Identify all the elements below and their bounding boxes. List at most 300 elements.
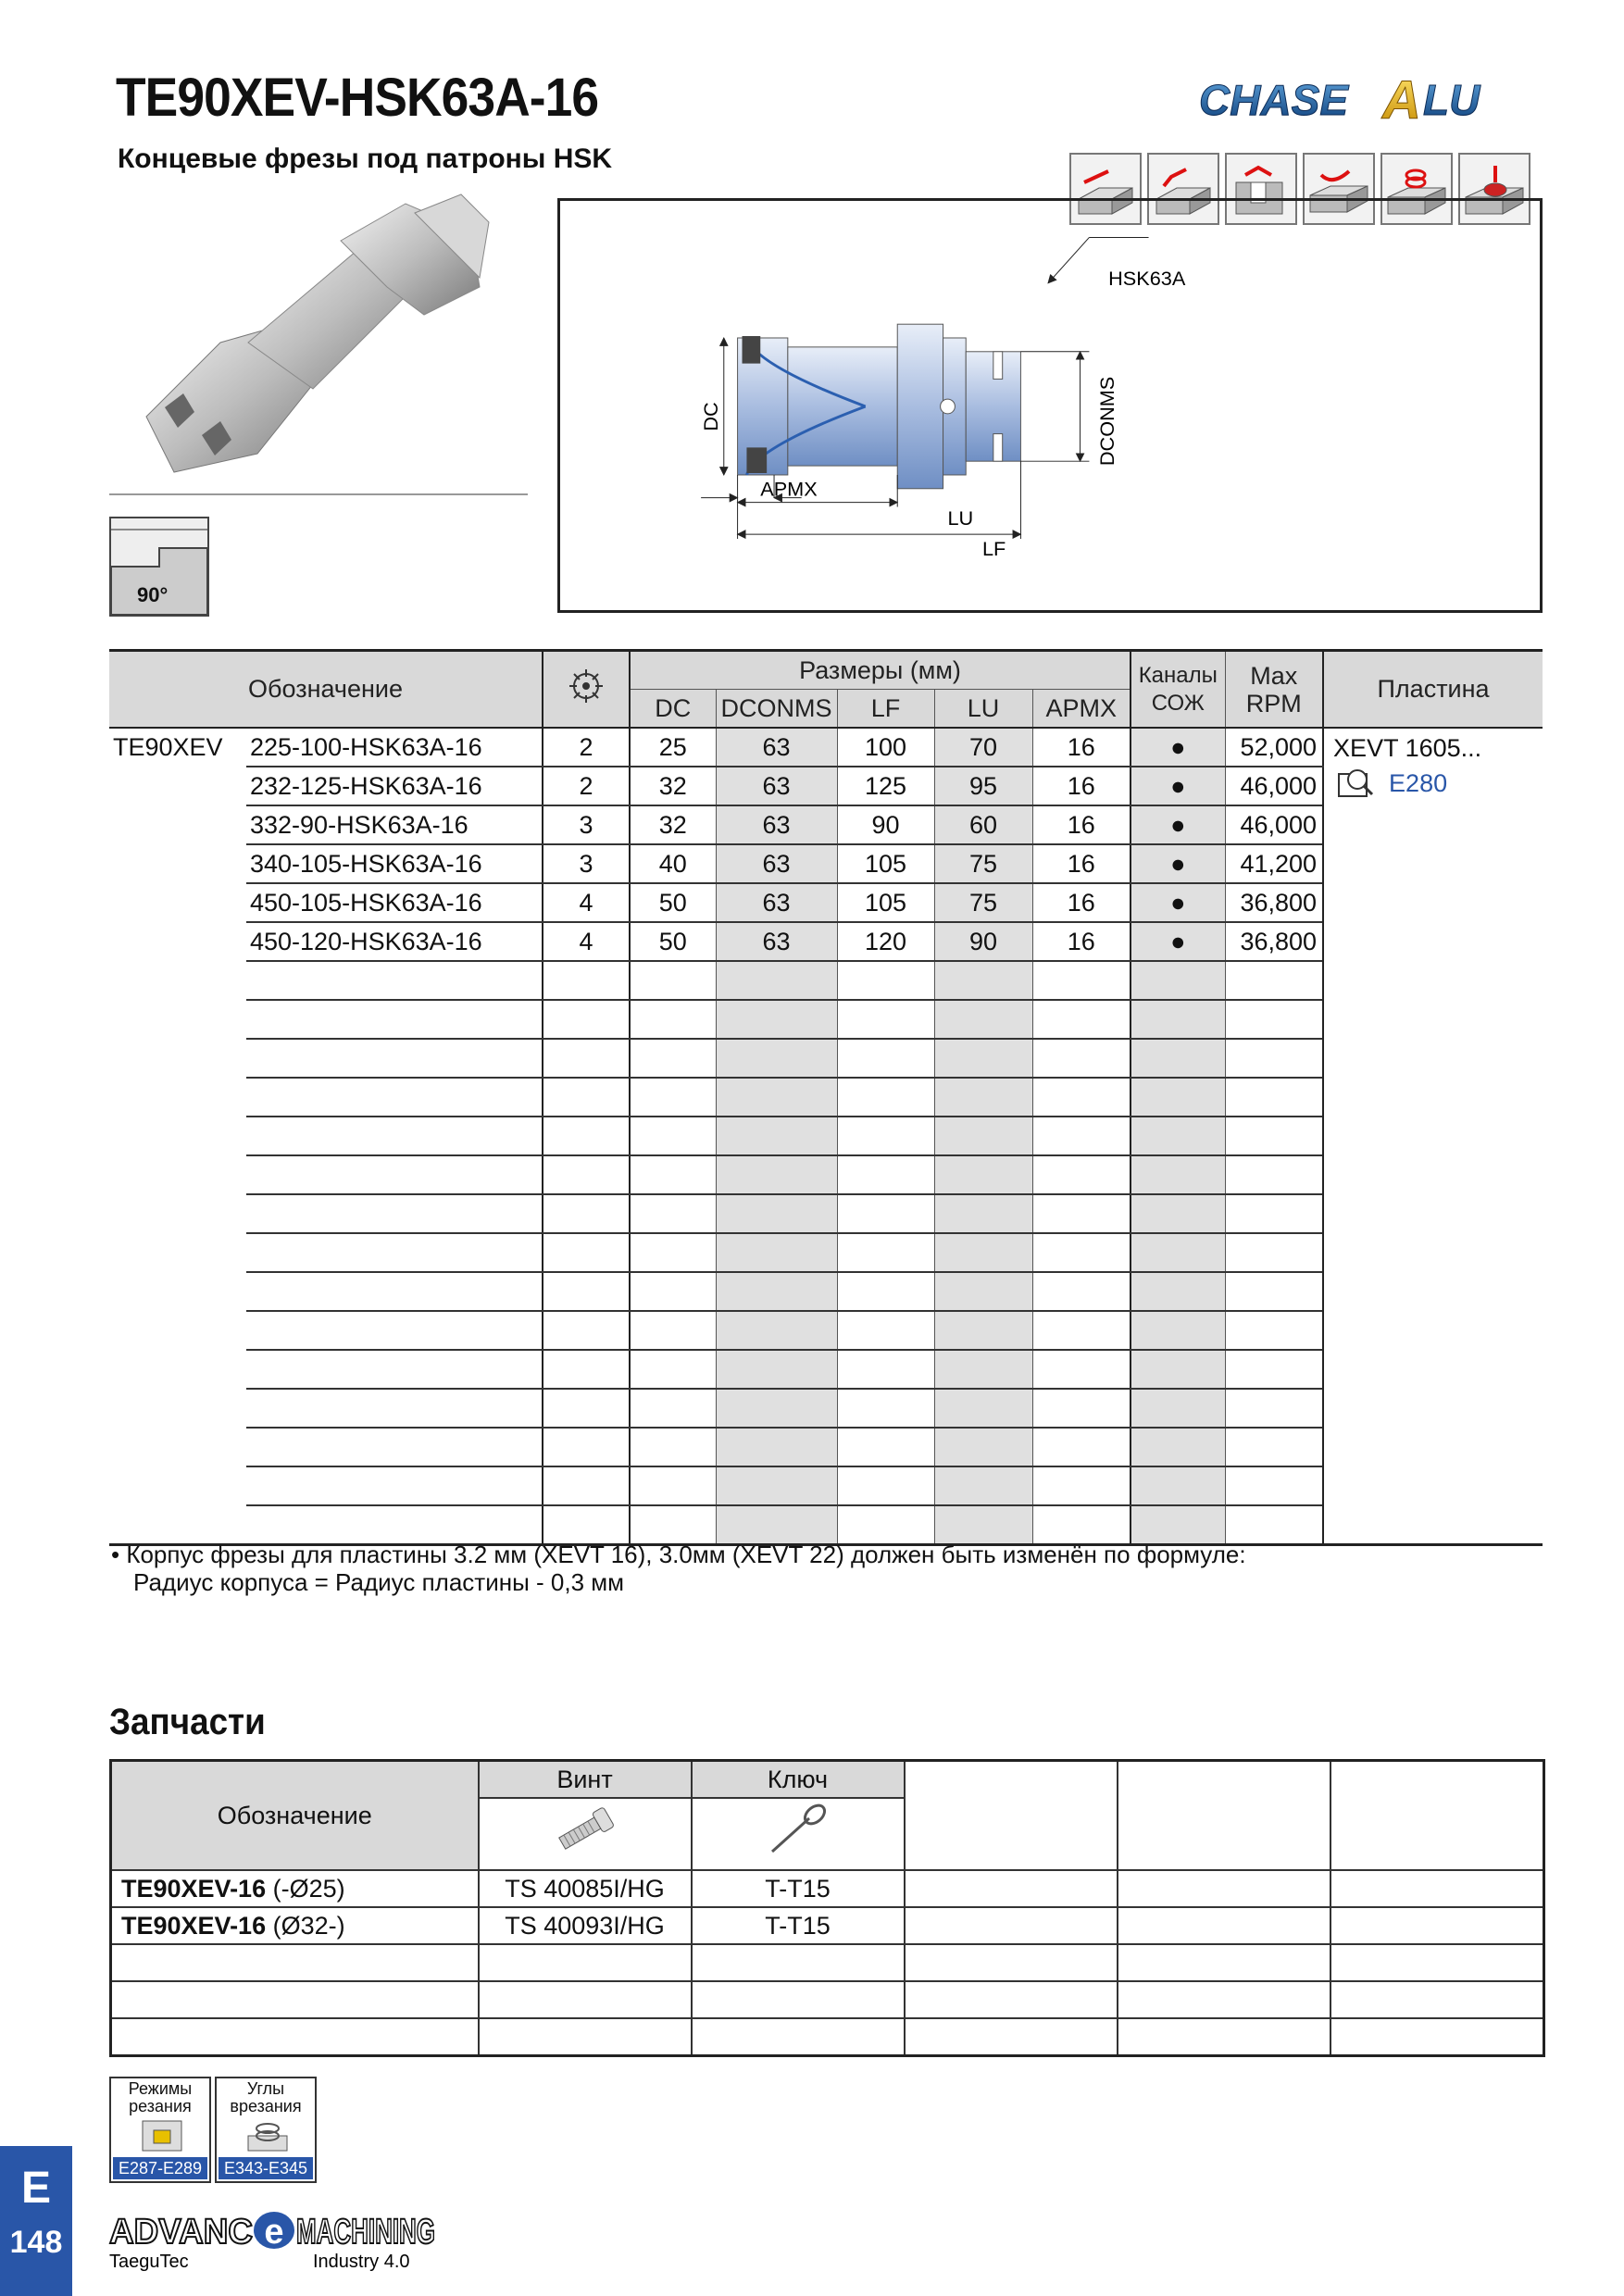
label-apmx: APMX — [760, 477, 818, 501]
series-prefix — [109, 1078, 246, 1117]
cell-dconms — [716, 1505, 837, 1545]
product-code — [246, 961, 543, 1000]
series-prefix — [109, 805, 246, 844]
cell-dconms — [716, 1078, 837, 1117]
cell-dconms — [716, 1311, 837, 1350]
brand-logo — [1190, 70, 1560, 131]
cell-coolant — [1131, 1311, 1225, 1350]
cell-lu: 90 — [934, 922, 1032, 961]
cell-apmx — [1032, 1311, 1131, 1350]
cell-lu — [934, 1428, 1032, 1466]
cell-apmx — [1032, 961, 1131, 1000]
product-code — [246, 1389, 543, 1428]
cell-rpm — [1225, 1311, 1323, 1350]
cell-dconms: 63 — [716, 922, 837, 961]
cell-dconms — [716, 1272, 837, 1311]
cell-z: 4 — [543, 922, 630, 961]
cell-lu — [934, 1311, 1032, 1350]
spares-cell-x1 — [905, 1981, 1118, 2018]
spares-designation — [111, 2018, 479, 2056]
cell-dc: 40 — [630, 844, 716, 883]
header-dc: DC — [630, 690, 716, 729]
insert-ref-page[interactable]: E280 — [1389, 768, 1448, 797]
cell-dc — [630, 1078, 716, 1117]
cell-rpm — [1225, 961, 1323, 1000]
product-code — [246, 1233, 543, 1272]
cell-apmx: 16 — [1032, 767, 1131, 805]
series-prefix — [109, 1389, 246, 1428]
header-dimensions: Размеры (мм) — [630, 651, 1131, 690]
spares-designation: TE90XEV-16 (Ø32-) — [111, 1907, 479, 1944]
cell-rpm — [1225, 1389, 1323, 1428]
header-lf: LF — [837, 690, 934, 729]
cell-z — [543, 1389, 630, 1428]
cell-lf: 90 — [837, 805, 934, 844]
cell-lu — [934, 1000, 1032, 1039]
cell-lf — [837, 1000, 934, 1039]
section-tab — [0, 2146, 72, 2296]
cell-lf — [837, 1466, 934, 1505]
cell-apmx — [1032, 1350, 1131, 1389]
cell-z — [543, 961, 630, 1000]
cell-apmx — [1032, 1389, 1131, 1428]
cell-lu — [934, 1233, 1032, 1272]
cell-coolant — [1131, 1389, 1225, 1428]
cell-coolant: ● — [1131, 805, 1225, 844]
cell-dc — [630, 1155, 716, 1194]
cell-lf — [837, 1078, 934, 1117]
cell-apmx — [1032, 1272, 1131, 1311]
page-title: TE90XEV-HSK63A-16 — [116, 68, 599, 128]
cell-dconms: 63 — [716, 844, 837, 883]
series-prefix — [109, 1272, 246, 1311]
spares-cell-screw — [479, 1944, 692, 1981]
header-lu: LU — [934, 690, 1032, 729]
product-code: 232-125-HSK63A-16 — [246, 767, 543, 805]
cell-apmx — [1032, 1117, 1131, 1155]
cell-dc — [630, 1311, 716, 1350]
series-prefix — [109, 1194, 246, 1233]
cell-dconms — [716, 1155, 837, 1194]
cell-dconms — [716, 1428, 837, 1466]
cell-rpm: 41,200 — [1225, 844, 1323, 883]
cell-coolant: ● — [1131, 844, 1225, 883]
cell-coolant — [1131, 961, 1225, 1000]
cell-apmx — [1032, 1000, 1131, 1039]
photo-divider — [109, 493, 528, 495]
product-code — [246, 1000, 543, 1039]
cell-apmx — [1032, 1155, 1131, 1194]
spares-title: Запчасти — [109, 1702, 266, 1742]
spares-cell-x1 — [905, 1907, 1118, 1944]
cell-dc — [630, 1272, 716, 1311]
cell-apmx — [1032, 1505, 1131, 1545]
cell-lf — [837, 1311, 934, 1350]
spares-row — [111, 1870, 1544, 1907]
cell-z — [543, 1466, 630, 1505]
cell-lf: 120 — [837, 922, 934, 961]
cell-coolant — [1131, 1078, 1225, 1117]
spares-cell-x3 — [1330, 1870, 1544, 1907]
product-table — [109, 649, 1543, 1546]
cell-lu — [934, 1194, 1032, 1233]
cell-rpm: 36,800 — [1225, 883, 1323, 922]
cell-lu: 95 — [934, 767, 1032, 805]
cell-dconms: 63 — [716, 805, 837, 844]
insert-ref-link[interactable] — [1324, 763, 1543, 800]
cell-rpm — [1225, 1000, 1323, 1039]
cell-apmx — [1032, 1233, 1131, 1272]
cell-rpm — [1225, 1155, 1323, 1194]
cell-z — [543, 1117, 630, 1155]
cell-lf — [837, 1155, 934, 1194]
series-prefix — [109, 1505, 246, 1545]
cell-lf — [837, 1389, 934, 1428]
product-code: 340-105-HSK63A-16 — [246, 844, 543, 883]
note-line-1: • Корпус фрезы для пластины 3.2 мм (XEVT 16), 3.0мм (XEVT 22) должен быть изменён по формуле: — [111, 1541, 1246, 1568]
cell-z — [543, 1311, 630, 1350]
insert-cell — [1323, 728, 1543, 1545]
svg-text:CHASE: CHASE — [1199, 76, 1349, 124]
cell-lu — [934, 1117, 1032, 1155]
cell-dconms — [716, 1039, 837, 1078]
product-code — [246, 1078, 543, 1117]
cell-apmx: 16 — [1032, 844, 1131, 883]
cell-rpm: 46,000 — [1225, 767, 1323, 805]
series-prefix — [109, 1117, 246, 1155]
cell-apmx — [1032, 1428, 1131, 1466]
series-prefix — [109, 922, 246, 961]
cell-z — [543, 1272, 630, 1311]
cell-z: 2 — [543, 767, 630, 805]
svg-text:TaeguTec: TaeguTec — [109, 2252, 189, 2272]
cell-lu — [934, 1389, 1032, 1428]
cell-z — [543, 1350, 630, 1389]
spares-row — [111, 1981, 1544, 2018]
cell-lf — [837, 1350, 934, 1389]
cell-dc — [630, 1233, 716, 1272]
cell-lf — [837, 1505, 934, 1545]
series-prefix — [109, 961, 246, 1000]
cell-lf — [837, 1428, 934, 1466]
cell-rpm — [1225, 1233, 1323, 1272]
page-subtitle: Концевые фрезы под патроны HSK — [118, 144, 613, 174]
spares-cell-x2 — [1118, 1981, 1330, 2018]
product-code — [246, 1117, 543, 1155]
spares-cell-key — [692, 1944, 905, 1981]
spares-table — [109, 1759, 1545, 2057]
cell-lu — [934, 1155, 1032, 1194]
cell-dc: 32 — [630, 767, 716, 805]
ref-card-ramping-angles[interactable]: Углы врезания E343-E345 — [215, 2077, 317, 2183]
cell-z — [543, 1233, 630, 1272]
cell-lf: 105 — [837, 844, 934, 883]
cell-lu: 70 — [934, 728, 1032, 767]
ref-card-cutting-data[interactable]: Режимы резания E287-E289 — [109, 2077, 211, 2183]
cell-coolant — [1131, 1000, 1225, 1039]
cell-lf — [837, 1039, 934, 1078]
cell-coolant — [1131, 1039, 1225, 1078]
page-number: 148 — [9, 2225, 63, 2260]
cell-coolant: ● — [1131, 767, 1225, 805]
series-prefix: TE90XEV — [113, 733, 223, 761]
cell-rpm — [1225, 1428, 1323, 1466]
product-photo — [109, 185, 517, 491]
cell-rpm: 46,000 — [1225, 805, 1323, 844]
spares-row — [111, 1944, 1544, 1981]
cell-coolant — [1131, 1428, 1225, 1466]
cell-lu — [934, 1039, 1032, 1078]
series-prefix — [109, 1466, 246, 1505]
product-code — [246, 1039, 543, 1078]
cell-apmx: 16 — [1032, 883, 1131, 922]
cell-dconms — [716, 1389, 837, 1428]
svg-text:LU: LU — [1423, 76, 1480, 124]
cell-dc — [630, 1389, 716, 1428]
svg-text:e: e — [264, 2213, 284, 2252]
cell-apmx — [1032, 1039, 1131, 1078]
product-code: 450-105-HSK63A-16 — [246, 883, 543, 922]
cell-coolant — [1131, 1233, 1225, 1272]
cell-coolant — [1131, 1272, 1225, 1311]
cell-lu — [934, 961, 1032, 1000]
spares-cell-x2 — [1118, 1907, 1330, 1944]
cell-z — [543, 1039, 630, 1078]
series-prefix — [109, 1155, 246, 1194]
series-prefix — [109, 767, 246, 805]
cell-lu — [934, 1272, 1032, 1311]
cell-z: 3 — [543, 805, 630, 844]
spares-cell-x3 — [1330, 1981, 1544, 2018]
spares-cell-key: T-T15 — [692, 1870, 905, 1907]
header-designation: Обозначение — [109, 651, 543, 729]
product-code — [246, 1272, 543, 1311]
spares-designation: TE90XEV-16 (-Ø25) — [111, 1870, 479, 1907]
cell-dc: 50 — [630, 922, 716, 961]
header-dconms: DCONMS — [716, 690, 837, 729]
product-code — [246, 1194, 543, 1233]
cell-lf — [837, 961, 934, 1000]
spares-cell-screw: TS 40085I/HG — [479, 1870, 692, 1907]
cell-dc: 50 — [630, 883, 716, 922]
cell-rpm — [1225, 1505, 1323, 1545]
cell-dconms: 63 — [716, 883, 837, 922]
product-code — [246, 1311, 543, 1350]
cell-dc — [630, 1505, 716, 1545]
header-coolant: Каналы СОЖ — [1131, 651, 1225, 729]
cell-dconms — [716, 1000, 837, 1039]
cell-coolant: ● — [1131, 922, 1225, 961]
cell-rpm: 52,000 — [1225, 728, 1323, 767]
cell-z: 3 — [543, 844, 630, 883]
spares-row — [111, 1907, 1544, 1944]
series-prefix — [109, 844, 246, 883]
cell-z — [543, 1000, 630, 1039]
series-prefix — [109, 883, 246, 922]
product-code — [246, 1350, 543, 1389]
cell-z — [543, 1194, 630, 1233]
cell-dc — [630, 1039, 716, 1078]
cell-dc — [630, 1428, 716, 1466]
cell-lu: 75 — [934, 883, 1032, 922]
cell-z: 2 — [543, 728, 630, 767]
product-code — [246, 1505, 543, 1545]
spares-cell-x1 — [905, 1870, 1118, 1907]
screw-icon — [479, 1798, 692, 1870]
cell-apmx — [1032, 1078, 1131, 1117]
cell-rpm — [1225, 1078, 1323, 1117]
spares-header-designation: Обозначение — [111, 1761, 479, 1871]
cell-coolant — [1131, 1350, 1225, 1389]
cell-rpm: 36,800 — [1225, 922, 1323, 961]
spares-cell-x2 — [1118, 1870, 1330, 1907]
spares-cell-x1 — [905, 1944, 1118, 1981]
spares-cell-key: T-T15 — [692, 1907, 905, 1944]
spares-header-key: Ключ — [692, 1761, 905, 1799]
cell-dc — [630, 1194, 716, 1233]
spares-cell-screw: TS 40093I/HG — [479, 1907, 692, 1944]
svg-text:A: A — [1382, 70, 1421, 131]
cell-dconms: 63 — [716, 728, 837, 767]
cell-lu — [934, 1078, 1032, 1117]
cell-dc — [630, 961, 716, 1000]
series-prefix — [109, 1000, 246, 1039]
cell-lf: 100 — [837, 728, 934, 767]
label-dc: DC — [698, 402, 722, 431]
cell-lu: 60 — [934, 805, 1032, 844]
insert-name: XEVT 1605... — [1333, 734, 1482, 762]
product-code: 450-120-HSK63A-16 — [246, 922, 543, 961]
note-line-2: Радиус корпуса = Радиус пластины - 0,3 мм — [133, 1568, 625, 1596]
cell-lf — [837, 1272, 934, 1311]
spares-designation — [111, 1944, 479, 1981]
cell-lf: 125 — [837, 767, 934, 805]
cell-dconms — [716, 1233, 837, 1272]
cell-rpm — [1225, 1039, 1323, 1078]
cell-z — [543, 1505, 630, 1545]
cell-dc: 32 — [630, 805, 716, 844]
cell-rpm — [1225, 1117, 1323, 1155]
cell-lu — [934, 1466, 1032, 1505]
cell-coolant: ● — [1131, 883, 1225, 922]
cell-dconms — [716, 1194, 837, 1233]
label-lu: LU — [947, 506, 974, 530]
spares-cell-x3 — [1330, 1944, 1544, 1981]
product-code — [246, 1155, 543, 1194]
spares-cell-key — [692, 1981, 905, 2018]
series-prefix — [109, 1039, 246, 1078]
cell-coolant — [1131, 1466, 1225, 1505]
ramping-angle-icon — [244, 2117, 291, 2154]
spares-cell-x2 — [1118, 1944, 1330, 1981]
cell-dc — [630, 1117, 716, 1155]
cutting-data-icon — [139, 2117, 185, 2154]
header-insert: Пластина — [1323, 651, 1543, 729]
cell-dconms — [716, 1350, 837, 1389]
magnifier-icon — [1337, 767, 1385, 800]
cell-apmx: 16 — [1032, 728, 1131, 767]
series-prefix — [109, 1428, 246, 1466]
cell-apmx — [1032, 1194, 1131, 1233]
product-code — [246, 1428, 543, 1466]
approach-angle-box — [109, 517, 209, 617]
cell-z: 4 — [543, 883, 630, 922]
cell-lu: 75 — [934, 844, 1032, 883]
svg-text:MACHINING: MACHINING — [296, 2213, 435, 2252]
cell-dc — [630, 1466, 716, 1505]
cell-dc — [630, 1000, 716, 1039]
svg-text:ADVANC: ADVANC — [109, 2213, 253, 2252]
key-icon — [692, 1798, 905, 1870]
cell-apmx: 16 — [1032, 805, 1131, 844]
cell-coolant — [1131, 1117, 1225, 1155]
cell-coolant — [1131, 1155, 1225, 1194]
cell-rpm — [1225, 1272, 1323, 1311]
cell-lu — [934, 1350, 1032, 1389]
cell-lu — [934, 1505, 1032, 1545]
spares-cell-key — [692, 2018, 905, 2056]
product-code — [246, 1466, 543, 1505]
cell-coolant: ● — [1131, 728, 1225, 767]
svg-text:Industry 4.0: Industry 4.0 — [313, 2252, 410, 2272]
cell-dc: 25 — [630, 728, 716, 767]
series-prefix — [109, 1233, 246, 1272]
cell-z — [543, 1078, 630, 1117]
cell-dconms — [716, 1117, 837, 1155]
label-lf: LF — [981, 536, 1006, 560]
cell-lf: 105 — [837, 883, 934, 922]
header-apmx: APMX — [1032, 690, 1131, 729]
cell-lf — [837, 1117, 934, 1155]
cell-lf — [837, 1194, 934, 1233]
cell-apmx — [1032, 1466, 1131, 1505]
spares-header-screw: Винт — [479, 1761, 692, 1799]
note-text — [111, 1541, 1246, 1596]
label-dconms: DCONMS — [1095, 376, 1119, 467]
spares-designation — [111, 1981, 479, 2018]
spares-cell-x2 — [1118, 2018, 1330, 2056]
technical-drawing — [557, 198, 1543, 613]
approach-angle-label: 90° — [137, 583, 169, 606]
cell-dc — [630, 1350, 716, 1389]
cell-rpm — [1225, 1194, 1323, 1233]
series-prefix — [109, 1350, 246, 1389]
cell-z — [543, 1428, 630, 1466]
cell-dconms: 63 — [716, 767, 837, 805]
cell-rpm — [1225, 1350, 1323, 1389]
cell-coolant — [1131, 1505, 1225, 1545]
spares-cell-screw — [479, 1981, 692, 2018]
product-code: 225-100-HSK63A-16 — [246, 728, 543, 767]
spares-cell-x3 — [1330, 1907, 1544, 1944]
cell-dconms — [716, 1466, 837, 1505]
table-row — [109, 728, 1543, 767]
spares-row — [111, 2018, 1544, 2056]
spares-cell-x3 — [1330, 2018, 1544, 2056]
cell-dconms — [716, 961, 837, 1000]
series-prefix — [109, 1311, 246, 1350]
cell-coolant — [1131, 1194, 1225, 1233]
cell-rpm — [1225, 1466, 1323, 1505]
cell-apmx: 16 — [1032, 922, 1131, 961]
label-hsk: HSK63A — [1108, 266, 1186, 290]
footer-logo — [109, 2206, 443, 2271]
section-letter: E — [20, 2164, 51, 2213]
spares-cell-screw — [479, 2018, 692, 2056]
product-code: 332-90-HSK63A-16 — [246, 805, 543, 844]
flutes-icon — [543, 651, 630, 729]
cell-lf — [837, 1233, 934, 1272]
